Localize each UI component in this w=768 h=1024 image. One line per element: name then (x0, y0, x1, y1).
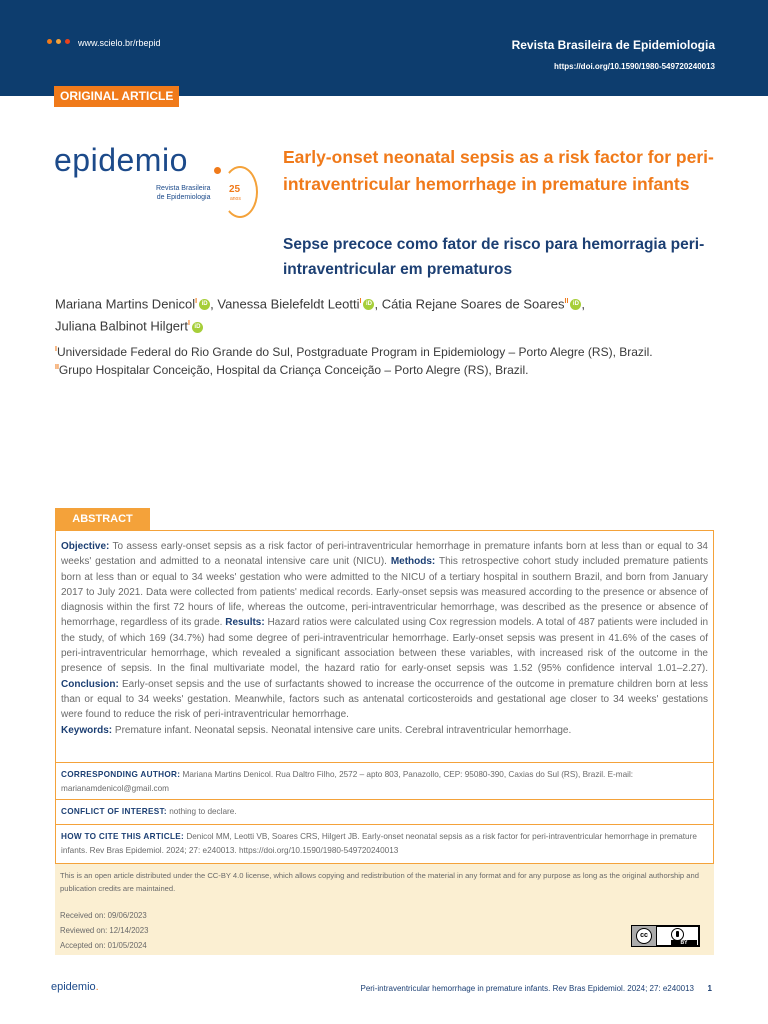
site-url-link[interactable]: www.scielo.br/rbepid (78, 38, 161, 48)
author-name: Mariana Martins Denicol (55, 296, 196, 312)
author-list: Mariana Martins Denicol$^I$ iD , Vanessa Bielefeldt Leotti$^I$ iD , Cátia Rejane Soares de Soares$^{II}$ iD , Juliana Balbinot Hilgert$^I$ iD (55, 296, 586, 334)
orcid-icon[interactable]: iD (199, 299, 210, 310)
author-affil-mark: II (564, 298, 569, 305)
corresponding-label: CORRESPONDING AUTHOR: (61, 770, 181, 779)
license-box (55, 864, 714, 955)
abstract-tab: ABSTRACT (55, 508, 150, 530)
author-affil-mark: I (187, 320, 190, 328)
header-dots (47, 39, 70, 44)
affiliation-text: Universidade Federal do Rio Grande do Sul, Postgraduate Program in Epidemiology – Porto Alegre (RS), Brazil. (56, 345, 653, 359)
keywords-text: Premature infant. Neonatal sepsis. Neonatal intensive care units. Cerebral intraventricular hemorrhage. (114, 724, 572, 736)
logo-wordmark: epidemio (54, 142, 188, 178)
license-text: This is an open article distributed under the CC-BY 4.0 license, which allows copying and redistribution of the material in any format and for any purpose as long as the original authorship and publication credits are maintained. (60, 871, 699, 893)
author-affil-mark: I (359, 298, 362, 305)
affiliation-mark: I (55, 346, 57, 353)
abstract-box (55, 530, 714, 763)
affiliation-text: Grupo Hospitalar Conceição, Hospital da Criança Conceição – Porto Alegre (RS), Brazil. (58, 363, 529, 377)
footer-logo-dot: . (95, 981, 99, 993)
article-type-badge: ORIGINAL ARTICLE (54, 86, 179, 107)
cc-by-license-badge[interactable] (631, 925, 700, 947)
author-name: Juliana Balbinot Hilgert (55, 318, 188, 334)
author-affil-mark: I (195, 298, 198, 305)
journal-logo (54, 142, 264, 222)
keywords-label: Keywords: (61, 724, 113, 736)
conflict-label: CONFLICT OF INTEREST: (61, 807, 167, 816)
author-name: Vanessa Bielefeldt Leotti (217, 296, 360, 312)
affiliation-mark: II (55, 364, 59, 371)
methods-text: This retrospective cohort study included premature patients born at less than or equal to 34 weeks' gestation who were admitted to the NICU of a tertiary hospital in southern Brazil, and born from January 2017 to July 2021. Data were collected from patients' medical records. Early-onset sepsis was measured according to the presence or absence of diagnosis within the first 72 hours of life, whereas the outcome, peri-intraventricular hemorrhage, was described as the presence or absence of hemorrhage, regardless of its grade. (61, 556, 708, 629)
affiliation-item (55, 342, 725, 360)
by-label: BY (671, 940, 697, 946)
cc-icon: cc (636, 928, 652, 944)
cite-label: HOW TO CITE THIS ARTICLE: (61, 832, 185, 841)
results-label: Results: (225, 617, 265, 629)
cc-badge-right (657, 927, 698, 945)
logo-years-label: anos (230, 196, 241, 202)
footer-logo (51, 981, 99, 993)
article-title-portuguese: Sepse precoce como fator de risco para hemorragia peri-intraventricular em prematuros (283, 236, 705, 278)
corresponding-author-box (55, 763, 714, 800)
corresponding-text: Mariana Martins Denicol. Rua Daltro Filho, 2572 – apto 803, Panazollo, CEP: 95080-390, Caxias do Sul (RS), Brazil. E-mail: marianamdenicol@gmail.com (61, 770, 634, 793)
methods-label: Methods: (390, 556, 436, 568)
received-date: Received on: 09/06/2023 (60, 911, 147, 920)
running-title: Peri-intraventricular hemorrhage in premature infants. Rev Bras Epidemiol. 2024; 27: e240013 (360, 984, 694, 993)
article-title-english: Early-onset neonatal sepsis as a risk factor for peri-intraventricular hemorrhage in premature infants (283, 147, 714, 194)
journal-name: Revista Brasileira de Epidemiologia (511, 38, 715, 52)
logo-subtitle (156, 184, 210, 202)
how-to-cite-box (55, 825, 714, 864)
doi-link[interactable]: https://doi.org/10.1590/1980-549720240013 (554, 62, 715, 71)
journal-header (0, 0, 768, 96)
orcid-icon[interactable]: iD (570, 299, 581, 310)
affiliation-list (55, 342, 725, 378)
accepted-date: Accepted on: 01/05/2024 (60, 941, 147, 950)
conclusion-text: Early-onset sepsis and the use of surfactants showed to increase the occurrence of the outcome in premature children born at less than or equal to 34 weeks' gestation. Meanwhile, factors such as antenatal corticosteroids and gestational age closer to 34 weeks' gestations were found to reduce the risk of peri-intraventricular hemorrhage. (61, 678, 708, 721)
conclusion-label: Conclusion: (61, 678, 119, 690)
dot-2 (56, 39, 61, 44)
objective-label: Objective: (61, 541, 110, 552)
logo-subtitle-line1: Revista Brasileira (156, 185, 211, 192)
orcid-icon[interactable]: iD (192, 322, 203, 333)
dot-3 (65, 39, 70, 44)
objective-text: To assess early-onset sepsis as a risk factor of peri-intraventricular hemorrhage in premature infants born at less than or equal to 34 weeks' gestation and admitted to a neonatal intensive care unit (NICU). (61, 541, 708, 568)
article-dates (60, 908, 148, 953)
cite-text: Denicol MM, Leotti VB, Soares CRS, Hilgert JB. Early-onset neonatal sepsis as a risk factor for peri-intraventricular hemorrhage in premature infants. Rev Bras Epidemiol. 2024; 27: e240013. https://doi.org/10.1590/1980-549720240013 (61, 832, 697, 855)
logo-subtitle-line2: de Epidemiologia (156, 194, 211, 201)
author-name: Cátia Rejane Soares de Soares (381, 296, 565, 312)
orcid-icon[interactable]: iD (363, 299, 374, 310)
results-text: Hazard ratios were calculated using Cox regression models. A total of 487 patients were included in the study, of which 169 (34.7%) had some degree of peri-intraventricular hemorrhage. Early-onset sepsis was present in 41.6% of the cases of peri-intraventricular hemorrhage, which revealed a significant association between these variables, with increased risk of the outcome in the presence of sepsis. In the final multivariate model, the hazard ratio for early-onset sepsis was 1.52 (95% confidence interval 1.01–2.27). (61, 617, 709, 675)
reviewed-date: Reviewed on: 12/14/2023 (60, 926, 149, 935)
page-number: 1 (707, 984, 712, 993)
affiliation-item (55, 360, 725, 378)
cc-badge-left (632, 926, 656, 946)
conflict-of-interest-box (55, 800, 714, 825)
dot-1 (47, 39, 52, 44)
footer-logo-word: epidemio (51, 981, 96, 993)
conflict-text: nothing to declare. (169, 807, 237, 816)
logo-dot-icon (214, 167, 221, 174)
logo-years: 25 (229, 184, 241, 195)
